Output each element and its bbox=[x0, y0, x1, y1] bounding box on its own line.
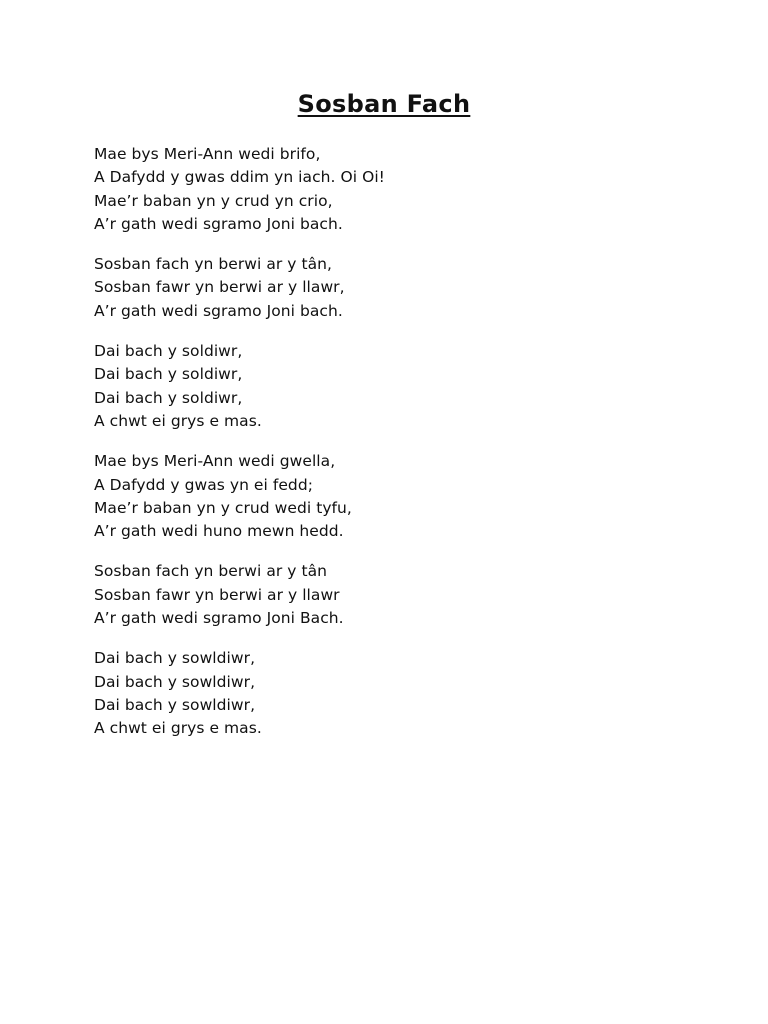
poem-line: A’r gath wedi huno mewn hedd. bbox=[94, 522, 344, 541]
stanza-2 bbox=[94, 253, 714, 323]
poem-line: Sosban fach yn berwi ar y tân, bbox=[94, 255, 333, 274]
page-title: Sosban Fach bbox=[297, 90, 471, 118]
poem-line: Dai bach y soldiwr, bbox=[94, 342, 243, 361]
poem-body bbox=[94, 143, 714, 758]
poem-line: A chwt ei grys e mas. bbox=[94, 411, 262, 430]
poem-line: A’r gath wedi sgramo Joni bach. bbox=[94, 214, 343, 233]
poem-line: Sosban fawr yn berwi ar y llawr, bbox=[94, 278, 345, 297]
stanza-4 bbox=[94, 450, 714, 543]
stanza-5 bbox=[94, 560, 714, 630]
poem-line: A chwt ei grys e mas. bbox=[94, 719, 262, 738]
poem-line: Dai bach y sowldiwr, bbox=[94, 672, 256, 691]
stanza-3 bbox=[94, 340, 714, 433]
poem-line: Dai bach y sowldiwr, bbox=[94, 649, 256, 668]
poem-line: Sosban fach yn berwi ar y tân bbox=[94, 562, 328, 581]
poem-line: Dai bach y soldiwr, bbox=[94, 388, 243, 407]
poem-line: Dai bach y soldiwr, bbox=[94, 365, 243, 384]
poem-line: Sosban fawr yn berwi ar y llawr bbox=[94, 585, 340, 604]
poem-line: Mae’r baban yn y crud yn crio, bbox=[94, 191, 333, 210]
poem-line: A’r gath wedi sgramo Joni Bach. bbox=[94, 609, 344, 628]
poem-line: Mae’r baban yn y crud wedi tyfu, bbox=[94, 498, 352, 517]
stanza-1 bbox=[94, 143, 714, 236]
poem-line: A Dafydd y gwas yn ei fedd; bbox=[94, 475, 313, 494]
poem-line: Dai bach y sowldiwr, bbox=[94, 695, 256, 714]
poem-line: A’r gath wedi sgramo Joni bach. bbox=[94, 301, 343, 320]
stanza-6 bbox=[94, 647, 714, 740]
poem-line: Mae bys Meri-Ann wedi gwella, bbox=[94, 452, 336, 471]
poem-line: A Dafydd y gwas ddim yn iach. Oi Oi! bbox=[94, 168, 385, 187]
poem-line: Mae bys Meri-Ann wedi brifo, bbox=[94, 145, 321, 163]
